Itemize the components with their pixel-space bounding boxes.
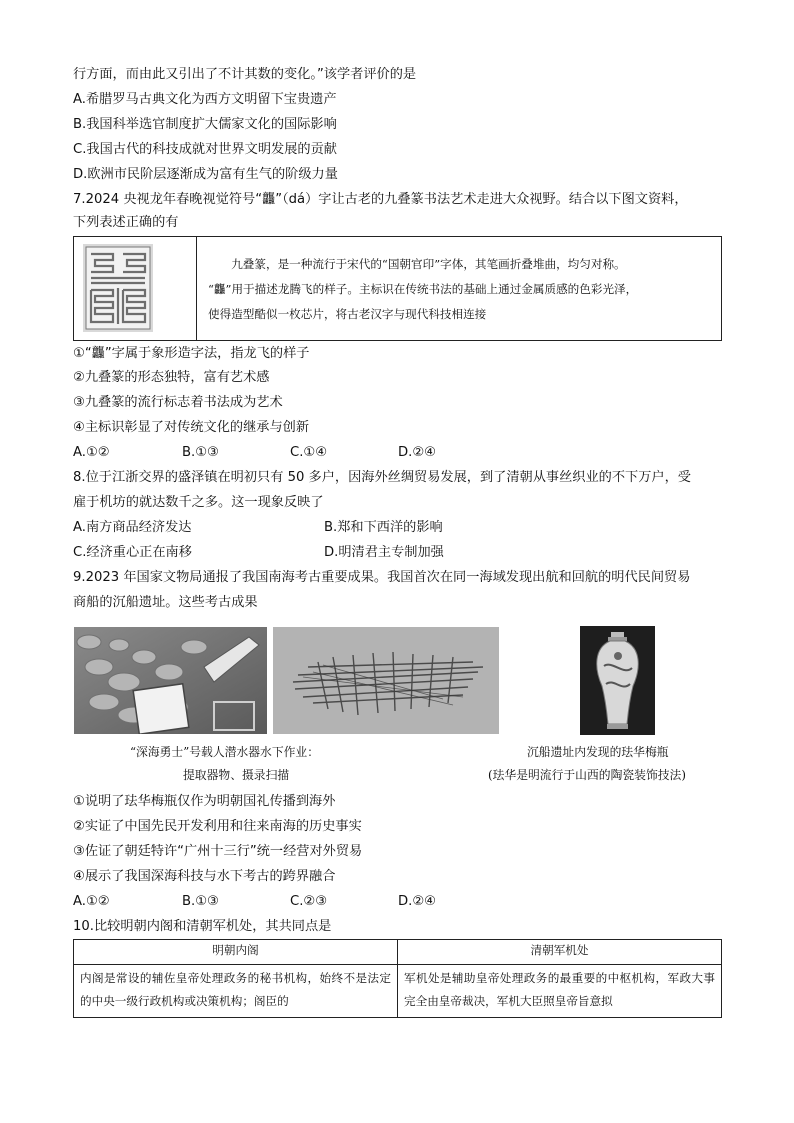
q7-material-box	[73, 236, 722, 341]
q6-option-c: C.我国古代的科技成就对世界文明发展的贡献	[73, 142, 337, 157]
q6-option-b: B.我国科举选官制度扩大儒家文化的国际影响	[73, 117, 337, 132]
q8-choice-b: B.郑和下西洋的影响	[324, 520, 443, 535]
q9-item-3: ③佐证了朝廷特许“广州十三行”统一经营对外贸易	[73, 844, 363, 859]
q10-comparison-table	[73, 939, 722, 1018]
q7-box-text-1: 九叠篆，是一种流行于宋代的“国朝官印”字体，其笔画折叠堆曲，均匀对称。	[231, 257, 626, 271]
table-row	[74, 965, 722, 1018]
q7-choice-d: D.②④	[398, 445, 436, 460]
q6-option-a: A.希腊罗马古典文化为西方文明留下宝贵遗产	[73, 92, 337, 107]
fahua-plum-vase-photo	[580, 626, 655, 735]
q7-image-cell	[74, 237, 197, 340]
q7-item-1: ①“龘”字属于象形造字法，指龙飞的样子	[73, 346, 310, 361]
q7-choice-c: C.①④	[290, 445, 328, 460]
q8-stem-line1: 8.位于江浙交界的盛泽镇在明初只有 50 多户，因海外丝绸贸易发展，到了清朝从事丝织业的不下万户，受	[73, 470, 691, 485]
q7-item-2: ②九叠篆的形态独特，富有艺术感	[73, 370, 270, 385]
q9-choice-d: D.②④	[398, 894, 436, 909]
q9-caption-left-line1: “深海勇士”号载人潜水器水下作业：	[130, 745, 320, 759]
q7-choice-b: B.①③	[182, 445, 219, 460]
q9-caption-left-line2: 提取器物、摄录扫描	[183, 768, 290, 782]
q7-choice-a: A.①②	[73, 445, 110, 460]
q9-item-1: ①说明了珐华梅瓶仅作为明朝国礼传播到海外	[73, 794, 336, 809]
table-header-qing-council: 清朝军机处	[398, 940, 722, 965]
q9-caption-right-line1: 沉船遗址内发现的珐华梅瓶	[527, 745, 669, 759]
table-cell-qing-council: 军机处是辅助皇帝处理政务的最重要的中枢机构，军政大事完全由皇帝裁决，军机大臣照皇帝旨意拟	[398, 965, 722, 1018]
q9-caption-right-line2: (珐华是明流行于山西的陶瓷装饰技法)	[488, 768, 686, 782]
q9-stem-line1: 9.2023 年国家文物局通报了我国南海考古重要成果。我国首次在同一海域发现出航和回航的明代民间贸易	[73, 570, 691, 585]
table-header-ming-cabinet: 明朝内阁	[74, 940, 398, 965]
q9-choice-b: B.①③	[182, 894, 219, 909]
submersible-underwater-photo	[74, 627, 267, 734]
table-header-row	[74, 940, 722, 965]
q8-choice-c: C.经济重心正在南移	[73, 545, 192, 560]
q7-box-text-2: “龘”用于描述龙腾飞的样子。主标识在传统书法的基础上通过金属质感的色彩光泽，	[208, 282, 638, 296]
q7-stem-line2: 下列表述正确的有	[73, 215, 179, 230]
q8-choice-a: A.南方商品经济发达	[73, 520, 192, 535]
q9-item-2: ②实证了中国先民开发利用和往来南海的历史事实	[73, 819, 362, 834]
q7-item-3: ③九叠篆的流行标志着书法成为艺术	[73, 395, 283, 410]
q6-option-d: D.欧洲市民阶层逐渐成为富有生气的阶级力量	[73, 167, 338, 182]
q7-item-4: ④主标识彰显了对传统文化的继承与创新	[73, 420, 310, 435]
q7-stem-line1: 7.2024 央视龙年春晚视觉符号“龘”（dá）字让古老的九叠篆书法艺术走进大众视野。结合以下图文资料，	[73, 192, 688, 207]
jiudie-seal-image	[83, 244, 153, 332]
q8-stem-line2: 雇于机坊的就达数千之多。这一现象反映了	[73, 495, 324, 510]
q9-choice-a: A.①②	[73, 894, 110, 909]
q7-box-text-3: 使得造型酷似一枚芯片，将古老汉字与现代科技相连接	[208, 307, 487, 321]
q10-stem: 10.比较明朝内阁和清朝军机处，其共同点是	[73, 919, 332, 934]
shipwreck-site-photo	[273, 627, 499, 734]
q9-item-4: ④展示了我国深海科技与水下考古的跨界融合	[73, 869, 336, 884]
table-cell-ming-cabinet: 内阁是常设的辅佐皇帝处理政务的秘书机构，始终不是法定的中央一级行政机构或决策机构；阁臣的	[74, 965, 398, 1018]
q9-stem-line2: 商船的沉船遗址。这些考古成果	[73, 595, 258, 610]
q8-choice-d: D.明清君主专制加强	[324, 545, 444, 560]
q9-choice-c: C.②③	[290, 894, 328, 909]
q6-stem-continuation: 行方面，而由此又引出了不计其数的变化。”该学者评价的是	[73, 67, 417, 82]
